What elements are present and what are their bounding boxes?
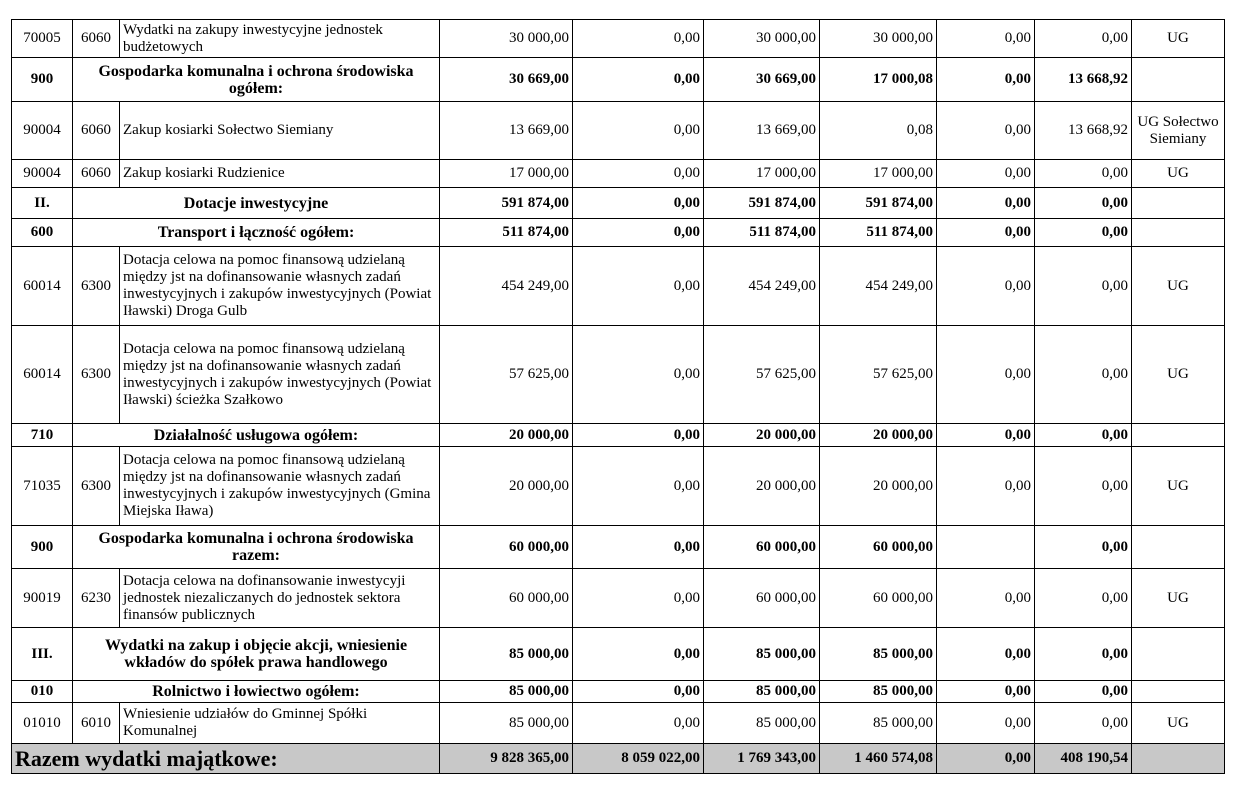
amount-column-5: 0,00 xyxy=(937,744,1035,774)
task-description: Dotacja celowa na pomoc finansową udzielaną między jst na dofinansowanie własnych zadań inwestycyjnych i zakupów inwestycyjnych (Gmina Miejska Iława) xyxy=(120,447,440,526)
amount-column-4: 20 000,00 xyxy=(820,424,937,447)
planned-total: 13 669,00 xyxy=(440,102,573,160)
amount-column-2: 0,00 xyxy=(573,58,704,102)
table-body xyxy=(12,20,1225,774)
implementing-unit xyxy=(1132,744,1225,774)
amount-column-6: 0,00 xyxy=(1035,447,1132,526)
paragraph-code: 6060 xyxy=(73,20,120,58)
chapter-code: 71035 xyxy=(12,447,73,526)
chapter-code: 01010 xyxy=(12,703,73,744)
amount-column-6: 0,00 xyxy=(1035,628,1132,681)
planned-total: 85 000,00 xyxy=(440,681,573,703)
task-description: Wydatki na zakupy inwestycyjne jednostek budżetowych xyxy=(120,20,440,58)
task-description: Wniesienie udziałów do Gminnej Spółki Komunalnej xyxy=(120,703,440,744)
amount-column-2: 0,00 xyxy=(573,219,704,247)
amount-column-4: 17 000,00 xyxy=(820,160,937,188)
amount-column-6: 0,00 xyxy=(1035,188,1132,219)
amount-column-3: 60 000,00 xyxy=(704,569,820,628)
amount-column-4: 17 000,08 xyxy=(820,58,937,102)
implementing-unit: UG xyxy=(1132,447,1225,526)
amount-column-3: 57 625,00 xyxy=(704,326,820,424)
table-row xyxy=(12,20,1225,58)
implementing-unit: UG xyxy=(1132,703,1225,744)
amount-column-3: 30 000,00 xyxy=(704,20,820,58)
paragraph-code: 6010 xyxy=(73,703,120,744)
amount-column-3: 85 000,00 xyxy=(704,628,820,681)
group-row xyxy=(12,219,1225,247)
amount-column-3: 17 000,00 xyxy=(704,160,820,188)
planned-total: 20 000,00 xyxy=(440,447,573,526)
paragraph-code: 6060 xyxy=(73,160,120,188)
amount-column-2: 0,00 xyxy=(573,247,704,326)
section-code: 900 xyxy=(12,526,73,569)
amount-column-2: 0,00 xyxy=(573,681,704,703)
amount-column-2: 0,00 xyxy=(573,526,704,569)
chapter-code: 90004 xyxy=(12,160,73,188)
amount-column-3: 454 249,00 xyxy=(704,247,820,326)
amount-column-2: 0,00 xyxy=(573,188,704,219)
amount-column-3: 1 769 343,00 xyxy=(704,744,820,774)
planned-total: 85 000,00 xyxy=(440,628,573,681)
amount-column-3: 591 874,00 xyxy=(704,188,820,219)
amount-column-2: 0,00 xyxy=(573,569,704,628)
amount-column-6: 13 668,92 xyxy=(1035,102,1132,160)
amount-column-5: 0,00 xyxy=(937,160,1035,188)
amount-column-5: 0,00 xyxy=(937,58,1035,102)
amount-column-3: 85 000,00 xyxy=(704,681,820,703)
amount-column-6: 0,00 xyxy=(1035,424,1132,447)
implementing-unit: UG xyxy=(1132,247,1225,326)
implementing-unit: UG Sołectwo Siemiany xyxy=(1132,102,1225,160)
amount-column-6: 13 668,92 xyxy=(1035,58,1132,102)
chapter-code: 90019 xyxy=(12,569,73,628)
amount-column-4: 454 249,00 xyxy=(820,247,937,326)
amount-column-5: 0,00 xyxy=(937,681,1035,703)
planned-total: 60 000,00 xyxy=(440,569,573,628)
task-description: Dotacja celowa na pomoc finansową udzielaną między jst na dofinansowanie własnych zadań inwestycyjnych i zakupów inwestycyjnych (Powiat Iławski) Droga Gulb xyxy=(120,247,440,326)
amount-column-2: 8 059 022,00 xyxy=(573,744,704,774)
table-row xyxy=(12,102,1225,160)
amount-column-5: 0,00 xyxy=(937,569,1035,628)
group-row xyxy=(12,681,1225,703)
amount-column-3: 60 000,00 xyxy=(704,526,820,569)
amount-column-6: 0,00 xyxy=(1035,526,1132,569)
group-row xyxy=(12,628,1225,681)
section-title: Działalność usługowa ogółem: xyxy=(73,424,440,447)
total-row xyxy=(12,744,1225,774)
amount-column-5: 0,00 xyxy=(937,20,1035,58)
paragraph-code: 6300 xyxy=(73,326,120,424)
planned-total: 591 874,00 xyxy=(440,188,573,219)
amount-column-4: 85 000,00 xyxy=(820,681,937,703)
implementing-unit xyxy=(1132,526,1225,569)
amount-column-6: 0,00 xyxy=(1035,569,1132,628)
group-row xyxy=(12,424,1225,447)
amount-column-6: 0,00 xyxy=(1035,20,1132,58)
table-row xyxy=(12,247,1225,326)
task-description: Dotacja celowa na pomoc finansową udzielaną między jst na dofinansowanie własnych zadań inwestycyjnych i zakupów inwestycyjnych (Powiat Iławski) ścieżka Szałkowo xyxy=(120,326,440,424)
amount-column-5: 0,00 xyxy=(937,628,1035,681)
implementing-unit: UG xyxy=(1132,569,1225,628)
section-title: Rolnictwo i łowiectwo ogółem: xyxy=(73,681,440,703)
chapter-code: 60014 xyxy=(12,247,73,326)
section-title: Wydatki na zakup i objęcie akcji, wniesienie wkładów do spółek prawa handlowego xyxy=(73,628,440,681)
section-code: 010 xyxy=(12,681,73,703)
amount-column-5: 0,00 xyxy=(937,102,1035,160)
amount-column-2: 0,00 xyxy=(573,102,704,160)
planned-total: 85 000,00 xyxy=(440,703,573,744)
amount-column-3: 13 669,00 xyxy=(704,102,820,160)
implementing-unit: UG xyxy=(1132,160,1225,188)
amount-column-4: 60 000,00 xyxy=(820,526,937,569)
amount-column-5: 0,00 xyxy=(937,424,1035,447)
section-title: Gospodarka komunalna i ochrona środowiska razem: xyxy=(73,526,440,569)
amount-column-2: 0,00 xyxy=(573,447,704,526)
amount-column-5: 0,00 xyxy=(937,247,1035,326)
implementing-unit xyxy=(1132,58,1225,102)
amount-column-4: 511 874,00 xyxy=(820,219,937,247)
amount-column-2: 0,00 xyxy=(573,424,704,447)
section-code: 710 xyxy=(12,424,73,447)
amount-column-3: 511 874,00 xyxy=(704,219,820,247)
implementing-unit xyxy=(1132,681,1225,703)
amount-column-2: 0,00 xyxy=(573,20,704,58)
implementing-unit xyxy=(1132,424,1225,447)
amount-column-6: 0,00 xyxy=(1035,160,1132,188)
planned-total: 57 625,00 xyxy=(440,326,573,424)
total-label: Razem wydatki majątkowe: xyxy=(12,744,440,774)
capital-expenditure-table xyxy=(11,19,1225,774)
task-description: Dotacja celowa na dofinansowanie inwestycyji jednostek niezaliczanych do jednostek sektora finansów publicznych xyxy=(120,569,440,628)
amount-column-6: 408 190,54 xyxy=(1035,744,1132,774)
amount-column-2: 0,00 xyxy=(573,326,704,424)
paragraph-code: 6060 xyxy=(73,102,120,160)
planned-total: 454 249,00 xyxy=(440,247,573,326)
amount-column-4: 85 000,00 xyxy=(820,703,937,744)
amount-column-4: 60 000,00 xyxy=(820,569,937,628)
amount-column-6: 0,00 xyxy=(1035,681,1132,703)
planned-total: 20 000,00 xyxy=(440,424,573,447)
implementing-unit xyxy=(1132,188,1225,219)
table-row xyxy=(12,326,1225,424)
amount-column-6: 0,00 xyxy=(1035,219,1132,247)
implementing-unit xyxy=(1132,219,1225,247)
planned-total: 17 000,00 xyxy=(440,160,573,188)
amount-column-5: 0,00 xyxy=(937,447,1035,526)
amount-column-5: 0,00 xyxy=(937,188,1035,219)
planned-total: 30 669,00 xyxy=(440,58,573,102)
amount-column-3: 20 000,00 xyxy=(704,447,820,526)
amount-column-5 xyxy=(937,526,1035,569)
amount-column-4: 1 460 574,08 xyxy=(820,744,937,774)
group-row xyxy=(12,188,1225,219)
paragraph-code: 6300 xyxy=(73,247,120,326)
group-row xyxy=(12,526,1225,569)
section-code: 900 xyxy=(12,58,73,102)
table-row xyxy=(12,703,1225,744)
table-row xyxy=(12,160,1225,188)
section-title: Gospodarka komunalna i ochrona środowiska ogółem: xyxy=(73,58,440,102)
planned-total: 9 828 365,00 xyxy=(440,744,573,774)
task-description: Zakup kosiarki Sołectwo Siemiany xyxy=(120,102,440,160)
section-code: II. xyxy=(12,188,73,219)
implementing-unit xyxy=(1132,628,1225,681)
amount-column-2: 0,00 xyxy=(573,628,704,681)
table-row xyxy=(12,569,1225,628)
section-code: III. xyxy=(12,628,73,681)
implementing-unit: UG xyxy=(1132,326,1225,424)
amount-column-4: 20 000,00 xyxy=(820,447,937,526)
paragraph-code: 6230 xyxy=(73,569,120,628)
amount-column-4: 591 874,00 xyxy=(820,188,937,219)
amount-column-6: 0,00 xyxy=(1035,703,1132,744)
amount-column-6: 0,00 xyxy=(1035,247,1132,326)
amount-column-5: 0,00 xyxy=(937,703,1035,744)
planned-total: 60 000,00 xyxy=(440,526,573,569)
implementing-unit: UG xyxy=(1132,20,1225,58)
amount-column-2: 0,00 xyxy=(573,160,704,188)
amount-column-4: 30 000,00 xyxy=(820,20,937,58)
amount-column-3: 30 669,00 xyxy=(704,58,820,102)
amount-column-4: 57 625,00 xyxy=(820,326,937,424)
amount-column-2: 0,00 xyxy=(573,703,704,744)
chapter-code: 90004 xyxy=(12,102,73,160)
chapter-code: 60014 xyxy=(12,326,73,424)
section-title: Transport i łączność ogółem: xyxy=(73,219,440,247)
amount-column-5: 0,00 xyxy=(937,326,1035,424)
section-title: Dotacje inwestycyjne xyxy=(73,188,440,219)
amount-column-4: 85 000,00 xyxy=(820,628,937,681)
table-row xyxy=(12,447,1225,526)
planned-total: 511 874,00 xyxy=(440,219,573,247)
amount-column-5: 0,00 xyxy=(937,219,1035,247)
task-description: Zakup kosiarki Rudzienice xyxy=(120,160,440,188)
group-row xyxy=(12,58,1225,102)
amount-column-6: 0,00 xyxy=(1035,326,1132,424)
amount-column-3: 20 000,00 xyxy=(704,424,820,447)
amount-column-3: 85 000,00 xyxy=(704,703,820,744)
planned-total: 30 000,00 xyxy=(440,20,573,58)
chapter-code: 70005 xyxy=(12,20,73,58)
amount-column-4: 0,08 xyxy=(820,102,937,160)
section-code: 600 xyxy=(12,219,73,247)
paragraph-code: 6300 xyxy=(73,447,120,526)
